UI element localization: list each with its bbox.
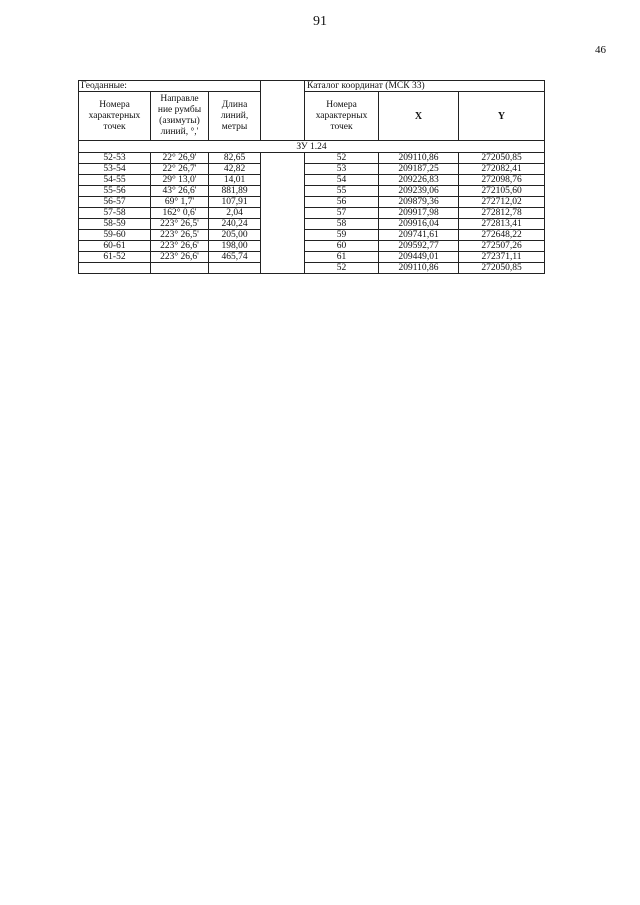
x-cell: 209917,98 [379, 208, 459, 219]
length-cell: 881,89 [209, 186, 261, 197]
segment-cell: 55-56 [79, 186, 151, 197]
header-row [79, 92, 545, 141]
geodata-title: Геоданные: [79, 81, 261, 92]
point-cell: 53 [305, 164, 379, 175]
length-cell [209, 263, 261, 274]
segment-cell: 53-54 [79, 164, 151, 175]
table-row [79, 230, 545, 241]
table-row [79, 208, 545, 219]
table-row [79, 175, 545, 186]
title-row [79, 81, 545, 92]
table-row [79, 263, 545, 274]
y-cell: 272712,02 [459, 197, 545, 208]
direction-cell [151, 263, 209, 274]
direction-cell: 22° 26,7' [151, 164, 209, 175]
length-cell: 198,00 [209, 241, 261, 252]
x-cell: 209239,06 [379, 186, 459, 197]
x-cell: 209110,86 [379, 153, 459, 164]
y-cell: 272812,78 [459, 208, 545, 219]
coordinates-table [78, 80, 545, 274]
y-cell: 272050,85 [459, 153, 545, 164]
x-cell: 209741,61 [379, 230, 459, 241]
point-cell: 55 [305, 186, 379, 197]
point-cell: 52 [305, 153, 379, 164]
point-cell: 54 [305, 175, 379, 186]
direction-cell: 223° 26,6' [151, 241, 209, 252]
length-cell: 107,91 [209, 197, 261, 208]
page-number: 91 [313, 14, 327, 29]
point-cell: 52 [305, 263, 379, 274]
segment-cell: 57-58 [79, 208, 151, 219]
direction-cell: 223° 26,5' [151, 230, 209, 241]
point-cell: 57 [305, 208, 379, 219]
header-length: Длина линий, метры [209, 92, 261, 141]
point-cell: 56 [305, 197, 379, 208]
table-row [79, 153, 545, 164]
segment-cell: 56-57 [79, 197, 151, 208]
header-direction: Направле ние румбы (азимуты) линий, °,' [151, 92, 209, 141]
length-cell: 2,04 [209, 208, 261, 219]
y-cell: 272371,11 [459, 252, 545, 263]
table-row [79, 252, 545, 263]
header-catalog-points: Номера характерных точек [305, 92, 379, 141]
point-cell: 60 [305, 241, 379, 252]
direction-cell: 223° 26,5' [151, 219, 209, 230]
table-row [79, 219, 545, 230]
direction-cell: 223° 26,6' [151, 252, 209, 263]
table-row [79, 197, 545, 208]
x-cell: 209449,01 [379, 252, 459, 263]
length-cell: 205,00 [209, 230, 261, 241]
zone-row [79, 141, 545, 153]
length-cell: 42,82 [209, 164, 261, 175]
sheet-number: 46 [595, 44, 606, 56]
x-cell: 209110,86 [379, 263, 459, 274]
y-cell: 272648,22 [459, 230, 545, 241]
direction-cell: 162° 0,6' [151, 208, 209, 219]
table-row [79, 186, 545, 197]
segment-cell: 61-52 [79, 252, 151, 263]
gap-cell-top [261, 81, 305, 141]
length-cell: 465,74 [209, 252, 261, 263]
catalog-title: Каталог координат (МСК 33) [305, 81, 545, 92]
point-cell: 59 [305, 230, 379, 241]
direction-cell: 22° 26,9' [151, 153, 209, 164]
direction-cell: 43° 26,6' [151, 186, 209, 197]
y-cell: 272813,41 [459, 219, 545, 230]
length-cell: 82,65 [209, 153, 261, 164]
table-row [79, 164, 545, 175]
gap-cell [261, 153, 305, 274]
x-cell: 209592,77 [379, 241, 459, 252]
x-cell: 209916,04 [379, 219, 459, 230]
y-cell: 272105,60 [459, 186, 545, 197]
segment-cell: 59-60 [79, 230, 151, 241]
table-row [79, 241, 545, 252]
x-cell: 209226,83 [379, 175, 459, 186]
y-cell: 272050,85 [459, 263, 545, 274]
segment-cell: 60-61 [79, 241, 151, 252]
direction-cell: 29° 13,0' [151, 175, 209, 186]
length-cell: 14,01 [209, 175, 261, 186]
y-cell: 272082,41 [459, 164, 545, 175]
y-cell: 272507,26 [459, 241, 545, 252]
segment-cell: 54-55 [79, 175, 151, 186]
header-x: X [379, 92, 459, 141]
segment-cell [79, 263, 151, 274]
header-segment-points: Номера характерных точек [79, 92, 151, 141]
y-cell: 272098,76 [459, 175, 545, 186]
segment-cell: 52-53 [79, 153, 151, 164]
x-cell: 209187,25 [379, 164, 459, 175]
x-cell: 209879,36 [379, 197, 459, 208]
point-cell: 58 [305, 219, 379, 230]
point-cell: 61 [305, 252, 379, 263]
segment-cell: 58-59 [79, 219, 151, 230]
direction-cell: 69° 1,7' [151, 197, 209, 208]
length-cell: 240,24 [209, 219, 261, 230]
header-y: Y [459, 92, 545, 141]
zone-label: ЗУ 1.24 [79, 141, 545, 153]
